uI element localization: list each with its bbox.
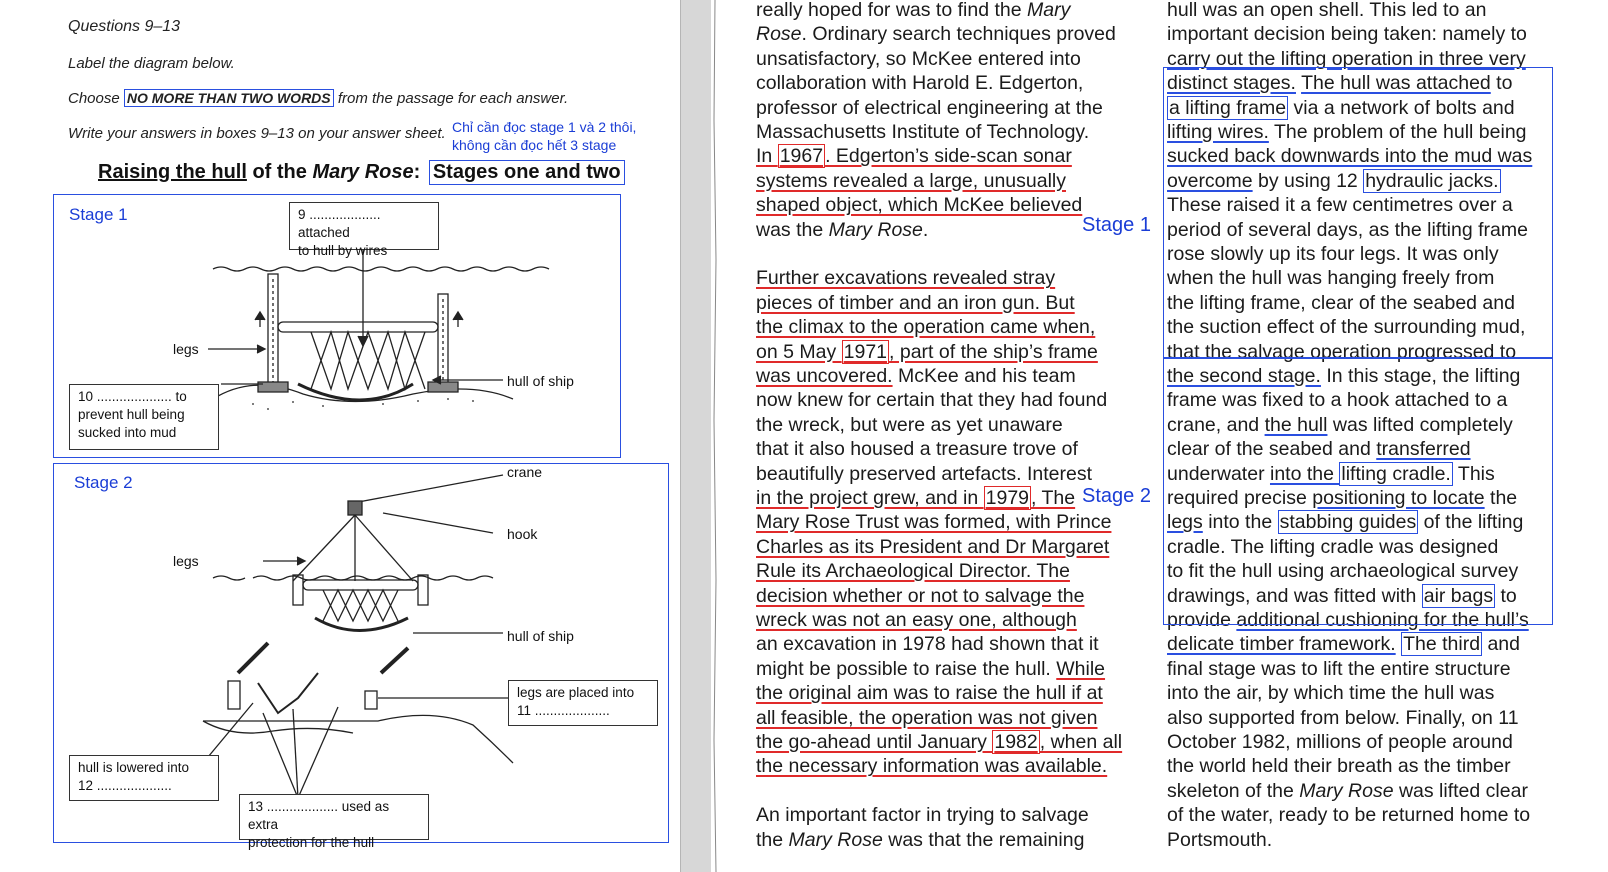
passage-text: skeleton of the <box>1167 779 1300 802</box>
year-highlight: 1979 <box>985 487 1030 509</box>
passage-text: really hoped for was to find the <box>756 0 1027 21</box>
passage-text: Charles as its President and Dr Margaret <box>756 535 1110 558</box>
passage-text: that it also housed a treasure trove of <box>756 438 1078 461</box>
passage-text: professor of electrical engineering at the <box>756 96 1103 119</box>
stage2-legs-label: legs <box>173 553 199 569</box>
stage1-label: Stage 1 <box>69 205 128 224</box>
passage-text: These raised it a few centimetres over a <box>1167 194 1513 217</box>
passage-text: October 1982, millions of people around <box>1167 731 1513 753</box>
passage-text: An important factor in trying to salvage <box>756 804 1089 827</box>
passage-text: that the salvage operation progressed to <box>1167 340 1517 363</box>
passage-line <box>756 120 1089 144</box>
passage-text: in the project grew, and in <box>756 487 984 509</box>
passage-line <box>756 193 1082 217</box>
passage-text: positioning to locate <box>1312 487 1485 509</box>
page-divider <box>680 0 712 872</box>
passage-line <box>756 71 1083 95</box>
passage-text: the <box>756 828 789 851</box>
passage-text: to fit the hull using archaeological survey <box>1167 560 1519 583</box>
passage-line <box>756 706 1097 730</box>
passage-text: by using 12 <box>1252 169 1364 192</box>
passage-text: via a network of bolts and <box>1288 96 1515 119</box>
passage-line <box>756 754 1107 778</box>
key-term-highlight: lifting cradle. <box>1341 462 1451 485</box>
passage-text: the original aim was to raise the hull if at <box>756 682 1103 705</box>
passage-text: hull was an open shell. This led to an <box>1167 0 1487 21</box>
passage-text: In this stage, the lifting <box>1320 365 1521 387</box>
passage-text: . <box>922 218 929 241</box>
year-highlight: 1967 <box>779 145 824 168</box>
passage-text: clear of the seabed and <box>1167 438 1377 461</box>
passage-text: McKee and his team <box>892 365 1076 387</box>
stage2-crane-label: crane <box>507 464 543 480</box>
passage-text: to <box>1490 72 1513 95</box>
passage-line <box>756 535 1109 559</box>
passage-text: might be possible to raise the hull. <box>756 657 1057 680</box>
passage-text: decision whether or not to salvage the <box>756 584 1085 607</box>
passage-line <box>756 266 1055 290</box>
passage-text: to <box>1495 584 1517 607</box>
passage-text: required precise <box>1167 487 1313 509</box>
passage-text: Mary Rose <box>1299 779 1394 802</box>
passage-text: the hull <box>1264 413 1328 436</box>
word-limit-highlight: NO MORE THAN TWO WORDS <box>124 89 334 107</box>
stages-highlight: Stages one and two <box>429 160 625 185</box>
passage-text: was that the remaining <box>882 828 1085 851</box>
passage-line <box>756 510 1111 534</box>
passage-text: was lifted completely <box>1327 413 1513 436</box>
passage-line <box>756 828 1084 852</box>
passage-text: crane, and <box>1167 413 1265 436</box>
passage-line <box>756 413 1063 437</box>
passage-text: The hull was attached <box>1301 72 1491 95</box>
passage-text: pieces of timber and an iron gun. But <box>756 291 1075 314</box>
passage-text: sucked back downwards into the mud was <box>1167 145 1533 168</box>
callout-10: 10 .................... to prevent hull being sucked into mud <box>69 384 219 450</box>
passage-line <box>756 169 1066 193</box>
passage-text: also supported from below. Finally, on 11 <box>1167 706 1519 729</box>
passage-text: additional cushioning for the hull’s <box>1236 609 1529 631</box>
passage-text: collaboration with Harold E. Edgerton, <box>756 72 1084 95</box>
instruction-write: Write your answers in boxes 9–13 on your answer sheet. <box>68 125 446 142</box>
passage-line <box>756 584 1084 608</box>
passage-line <box>1167 22 1527 46</box>
passage-text: the wreck, but were as yet unaware <box>756 413 1063 436</box>
passage-line <box>756 144 1072 168</box>
passage-line <box>756 291 1075 315</box>
key-term-highlight: air bags <box>1423 584 1494 607</box>
passage-text: rose slowly up its four legs. It was only <box>1167 243 1499 265</box>
key-term-highlight: stabbing guides <box>1279 511 1417 534</box>
passage-line <box>1167 803 1530 827</box>
passage-line <box>1167 632 1520 656</box>
passage-text: final stage was to lift the entire structure <box>1167 657 1511 680</box>
passage-text: Further excavations revealed stray <box>756 267 1056 290</box>
passage-line <box>756 632 1099 656</box>
passage-text: into the <box>1269 462 1340 485</box>
passage-text: frame was fixed to a hook attached to a <box>1167 389 1508 412</box>
passage-text: drawings, and was fitted with <box>1167 584 1422 607</box>
passage-text: was the <box>756 218 829 241</box>
stage2-hook-label: hook <box>507 526 538 542</box>
stage1-passage-box <box>1163 67 1553 358</box>
passage-text: the world held their breath as the timber <box>1167 755 1511 778</box>
key-term-highlight: hydraulic jacks. <box>1365 169 1499 192</box>
instruction-label: Label the diagram below. <box>68 55 235 72</box>
handwritten-note: Chỉ cần đọc stage 1 và 2 thôi, không cần đọc hết 3 stage <box>452 119 637 153</box>
passage-line <box>1167 754 1511 778</box>
passage-text: important decision being taken: namely to <box>1167 23 1527 46</box>
passage-text: the climax to the operation came when, <box>756 316 1096 339</box>
passage-line <box>1167 657 1511 681</box>
passage-text: While <box>1056 657 1106 680</box>
passage-stage2-note: Stage 2 <box>1082 485 1151 507</box>
passage-text: the suction effect of the surrounding mud, <box>1167 316 1526 339</box>
passage-text: legs <box>1167 511 1203 534</box>
passage-line <box>1167 681 1494 705</box>
passage-text: now knew for certain that they had found <box>756 389 1108 412</box>
passage-line <box>756 559 1070 583</box>
passage-text: cradle. The lifting cradle was designed <box>1167 535 1499 558</box>
questions-heading: Questions 9–13 <box>68 18 181 35</box>
passage-text: . Ordinary search techniques proved <box>801 23 1116 46</box>
passage-text: Mary <box>1027 0 1071 21</box>
passage-line <box>756 608 1077 632</box>
passage-text: was uncovered. <box>756 365 893 387</box>
passage-text: lifting wires. <box>1167 121 1269 143</box>
passage-text: carry out the lifting operation in three very <box>1167 47 1526 70</box>
passage-text: In <box>756 145 778 168</box>
passage-text: when the hull was hanging freely from <box>1167 267 1495 290</box>
passage-stage1-note: Stage 1 <box>1082 214 1151 236</box>
passage-text: an excavation in 1978 had shown that it <box>756 633 1099 656</box>
passage-line <box>756 315 1095 339</box>
passage-text: The problem of the hull being <box>1268 121 1527 143</box>
passage-text: , The <box>1031 487 1076 509</box>
passage-text: Mary Rose Trust was formed, with Prince <box>756 511 1112 534</box>
passage-text: , part of the ship’s frame <box>889 340 1098 363</box>
callout-9: 9 ................... attached to hull by wires <box>289 202 439 250</box>
passage-text: unsatisfactory, so McKee entered into <box>756 47 1081 70</box>
passage-text: on 5 May <box>756 340 842 363</box>
passage-text: Mary Rose <box>828 218 923 241</box>
instruction-choose: Choose NO MORE THAN TWO WORDS from the passage for each answer. <box>68 90 569 107</box>
passage-text: into the air, by which time the hull was <box>1167 682 1495 705</box>
passage-line <box>756 96 1103 120</box>
passage-text: shaped object, which McKee believed <box>756 194 1083 217</box>
passage-text: the lifting frame, clear of the seabed and <box>1167 291 1515 314</box>
callout-11: legs are placed into 11 .................... <box>508 680 658 726</box>
passage-text: the necessary information was available. <box>756 755 1108 778</box>
passage-text: of the water, ready to be returned home to <box>1167 804 1531 827</box>
hand-drawn-left-edge <box>711 0 741 872</box>
passage-line <box>756 0 1070 22</box>
passage-text: was lifted clear <box>1393 779 1528 802</box>
passage-line <box>756 22 1116 46</box>
passage-line <box>756 730 1122 754</box>
passage-line <box>756 486 1075 510</box>
passage-text: the go-ahead until January <box>756 731 993 753</box>
passage-text: beautifully preserved artefacts. Interest <box>756 462 1093 485</box>
passage-text: the second stage. <box>1167 365 1321 387</box>
stage2-passage-box <box>1163 358 1553 625</box>
year-highlight: 1971 <box>843 340 888 363</box>
passage-text: underwater <box>1167 462 1270 485</box>
passage-line <box>756 681 1103 705</box>
passage-text: and <box>1482 633 1520 656</box>
passage-text: of the lifting <box>1418 511 1524 534</box>
passage-text: provide <box>1167 609 1237 631</box>
passage-text: delicate timber framework. <box>1167 633 1396 656</box>
passage-text: wreck was not an easy one, although <box>756 609 1077 631</box>
passage-text: transferred <box>1376 438 1471 461</box>
passage-line <box>756 462 1092 486</box>
passage-line <box>756 218 928 242</box>
stage2-label: Stage 2 <box>74 473 133 492</box>
passage-line <box>1167 779 1528 803</box>
passage-page <box>711 0 1608 872</box>
passage-line <box>756 340 1098 364</box>
passage-line <box>1167 0 1486 22</box>
callout-12: hull is lowered into 12 .................... <box>69 755 219 801</box>
passage-text: Massachusetts Institute of Technology. <box>756 121 1090 143</box>
question-page <box>0 0 680 872</box>
passage-text: all feasible, the operation was not given <box>756 706 1098 729</box>
passage-line <box>756 47 1081 71</box>
passage-text: Rose <box>756 23 802 46</box>
passage-line <box>756 803 1089 827</box>
passage-text: . Edgerton’s side-scan sonar <box>825 145 1072 168</box>
passage-text: into the <box>1202 511 1278 534</box>
passage-text: This <box>1452 462 1495 485</box>
passage-text: systems revealed a large, unusually <box>756 169 1066 192</box>
passage-line <box>1167 706 1519 730</box>
passage-line <box>756 437 1078 461</box>
passage-text: , when all <box>1039 731 1123 753</box>
passage-text: period of several days, as the lifting frame <box>1167 218 1528 241</box>
diagram-title: Raising the hull of the Mary Rose: Stages one and two <box>98 160 625 185</box>
stage2-hull-label: hull of ship <box>507 628 574 644</box>
key-term-highlight: a lifting frame <box>1169 96 1287 119</box>
stage1-legs-label: legs <box>173 341 199 357</box>
passage-text: Portsmouth. <box>1167 828 1273 851</box>
passage-text: the <box>1484 487 1518 509</box>
year-highlight: 1982 <box>994 731 1038 753</box>
passage-line <box>1167 828 1272 852</box>
callout-13: 13 ................... used as extra protection for the hull <box>239 794 429 840</box>
passage-line <box>756 388 1107 412</box>
passage-text: overcome <box>1167 169 1253 192</box>
passage-text: Mary Rose <box>788 828 883 851</box>
passage-line <box>756 364 1076 388</box>
stage1-hull-label: hull of ship <box>507 373 574 389</box>
passage-text: distinct stages. <box>1167 72 1296 95</box>
passage-line <box>756 657 1105 681</box>
passage-line <box>1167 730 1513 754</box>
passage-text: Rule its Archaeological Director. The <box>756 560 1070 583</box>
key-term-highlight: The third <box>1403 633 1481 656</box>
